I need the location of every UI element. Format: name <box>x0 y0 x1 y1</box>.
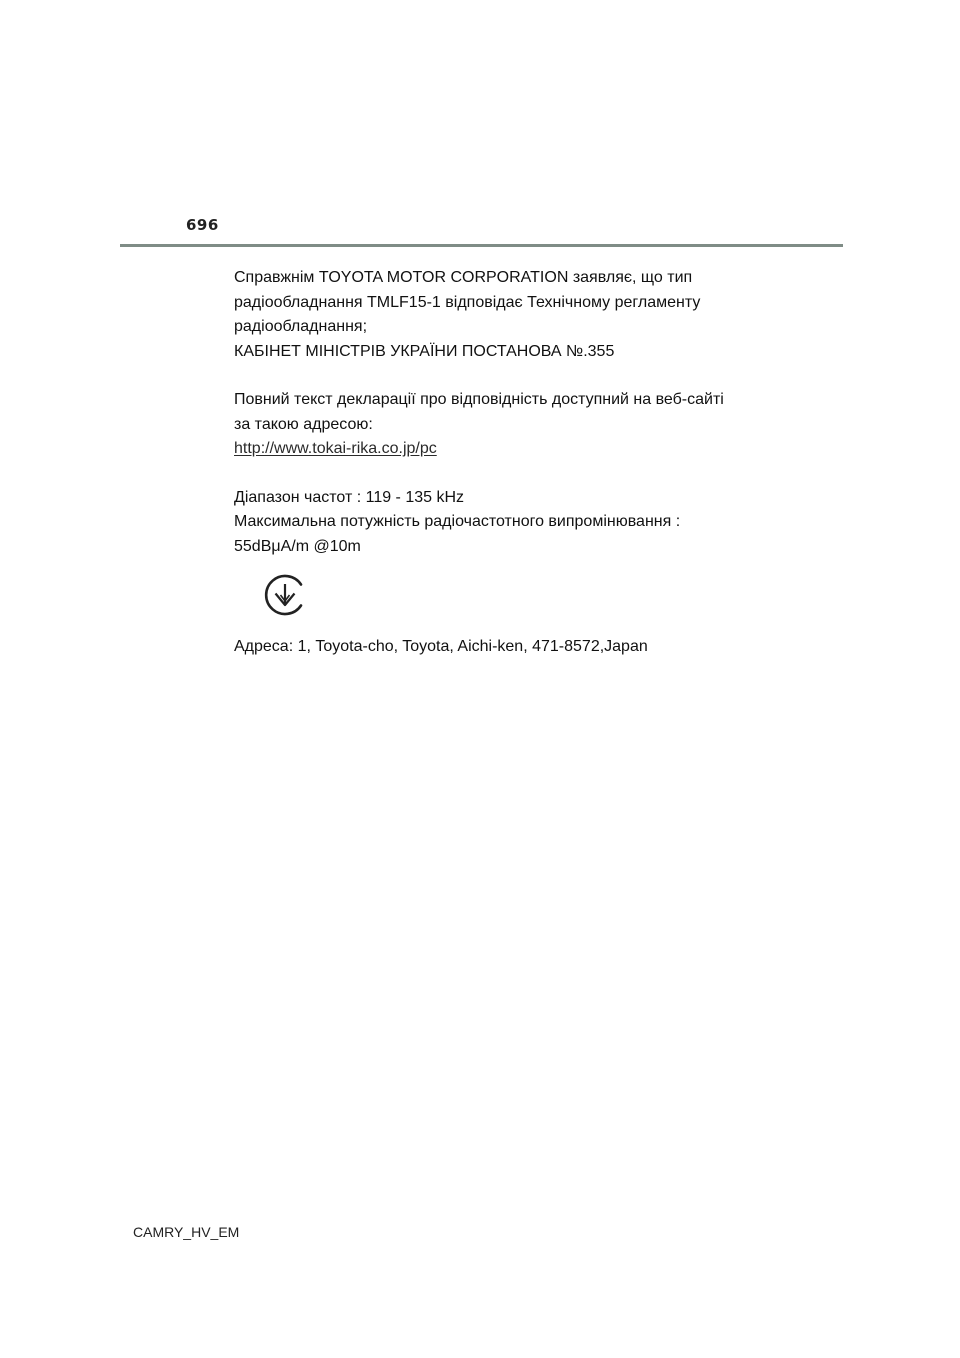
declaration-line: радіообладнання TMLF15-1 відповідає Технічному регламенту <box>234 293 701 311</box>
frequency-range: Діапазон частот : 119 - 135 kHz <box>234 488 465 506</box>
specs-block <box>234 486 814 560</box>
spacer <box>234 462 814 486</box>
declaration-line: КАБІНЕТ МІНІСТРІВ УКРАЇНИ ПОСТАНОВА №.355 <box>234 342 615 360</box>
address-block <box>234 635 814 660</box>
page-number: 696 <box>186 216 219 234</box>
header-divider <box>120 244 843 247</box>
full-text-line: Повний текст декларації про відповідність доступний на веб-сайті <box>234 391 724 408</box>
certification-mark-area <box>234 559 814 635</box>
declaration-line: Справжнім TOYOTA MOTOR CORPORATION заявляє, що тип <box>234 269 693 286</box>
declaration-url-link[interactable]: http://www.tokai-rika.co.jp/pc <box>234 440 437 457</box>
page-content <box>234 266 814 660</box>
max-power-label: Максимальна потужність радіочастотного випромінювання : <box>234 513 681 530</box>
full-text-block <box>234 388 814 462</box>
max-power-value: 55dBμA/m @10m <box>234 537 361 555</box>
spacer <box>234 364 814 388</box>
declaration-line: радіообладнання; <box>234 318 368 335</box>
manufacturer-address: Адреса: 1, Toyota-cho, Toyota, Aichi-ken, 471-8572,Japan <box>234 638 648 655</box>
full-text-line: за такою адресою: <box>234 415 373 433</box>
footer-model-code: CAMRY_HV_EM <box>133 1224 240 1240</box>
declaration-block <box>234 266 814 364</box>
ukraine-conformity-mark-icon <box>261 571 309 619</box>
